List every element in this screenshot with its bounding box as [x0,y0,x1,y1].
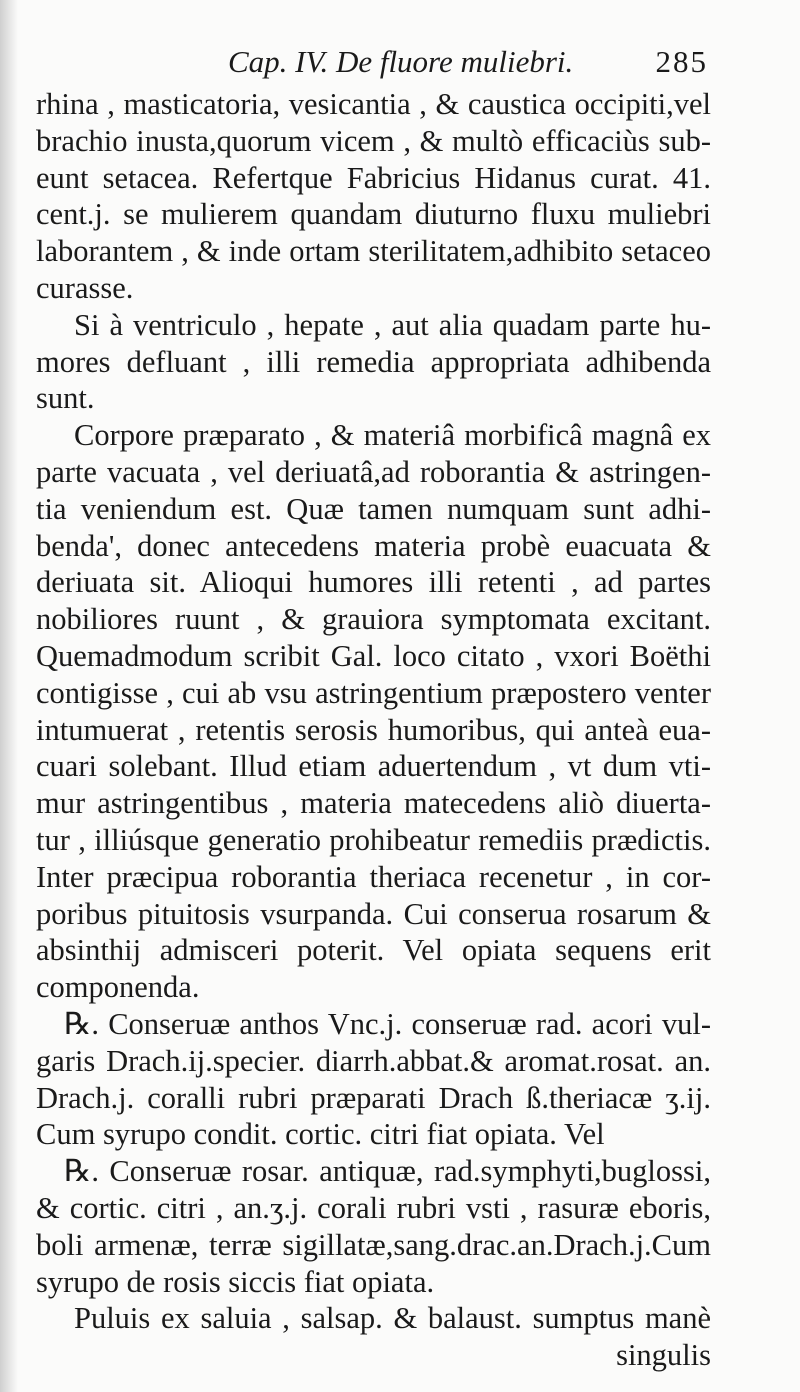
recipe-line: Drach.j. coralli rubri præparati Drach ß.theriacæ ʒ.ij. [36,1080,711,1115]
text-line: cuari solebant. Illud etiam aduertendum , vt dum vti- [36,749,711,784]
text-line: intumuerat , retentis serosis humoribus, qui anteà eua- [36,712,711,747]
body-text [36,86,711,1374]
recipe-line: garis Drach.ij.specier. diarrh.abbat.& aromat.rosat. an. [36,1043,711,1078]
recipe-line: boli armenæ, terræ sigillatæ,sang.drac.an.Drach.j.Cum [36,1227,711,1262]
text-line: Puluis ex saluia , salsap. & balaust. sumptus manè [74,1301,711,1336]
text-line: curasse. [36,270,134,305]
text-line: Inter præcipua roborantia theriaca recenetur , in cor- [36,859,711,894]
page-header [228,44,708,86]
recipe-line: Cum syrupo condit. cortic. citri fiat opiata. Vel [36,1117,605,1152]
text-line: absinthij admisceri poterit. Vel opiata sequens erit [36,933,711,968]
text-line: mur astringentibus , materia matecedens aliò diuerta- [36,786,711,821]
catchword: singulis [616,1338,711,1373]
text-line: tia veniendum est. Quæ tamen numquam sunt adhi- [36,491,711,526]
running-head: Cap. IV. De fluore muliebri. [228,44,574,79]
text-line: eunt setacea. Refertque Fabricius Hidanus curat. 41. [36,160,711,195]
text-line: brachio inusta,quorum vicem , & multò efficaciùs sub- [36,123,711,158]
text-line: contigisse , cui ab vsu astringentium præpostero venter [36,675,711,710]
text-line: parte vacuata , vel deriuatâ,ad roborantia & astringen- [36,454,711,489]
text-line: rhina , masticatoria, vesicantia , & caustica occipiti,vel [36,87,711,121]
text-line: poribus pituitosis vsurpanda. Cui conserua rosarum & [36,896,711,931]
recipe-line: ℞. Conseruæ anthos Vnc.j. conseruæ rad. acori vul- [64,1006,711,1041]
text-line: cent.j. se mulierem quandam diuturno fluxu muliebri [36,197,711,232]
text-line: deriuata sit. Alioqui humores illi retenti , ad partes [36,565,711,600]
page-number: 285 [655,44,708,79]
recipe-line: & cortic. citri , an.ʒ.j. corali rubri vsti , rasuræ eboris, [36,1190,711,1225]
text-line: Quemadmodum scribit Gal. loco citato , vxori Boëthi [36,638,711,673]
text-line: Si à ventriculo , hepate , aut alia quadam parte hu- [74,307,711,342]
text-line: sunt. [36,381,95,416]
text-line: mores defluant , illi remedia appropriata adhibenda [36,344,711,379]
recipe-line: ℞. Conseruæ rosar. antiquæ, rad.symphyti,buglossi, [64,1154,711,1189]
text-line: componenda. [36,970,200,1005]
recipe-line: syrupo de rosis siccis fiat opiata. [36,1264,435,1299]
text-line: laborantem , & inde ortam sterilitatem,adhibito setaceo [36,234,711,269]
text-line: tur , illiúsque generatio prohibeatur remediis prædictis. [36,822,711,857]
text-line: Corpore præparato , & materiâ morbificâ magnâ ex [74,418,711,453]
text-line: nobiliores ruunt , & grauiora symptomata excitant. [36,602,711,637]
text-line: benda', donec antecedens materia probè euacuata & [36,528,711,563]
spine-shadow [0,0,18,1392]
